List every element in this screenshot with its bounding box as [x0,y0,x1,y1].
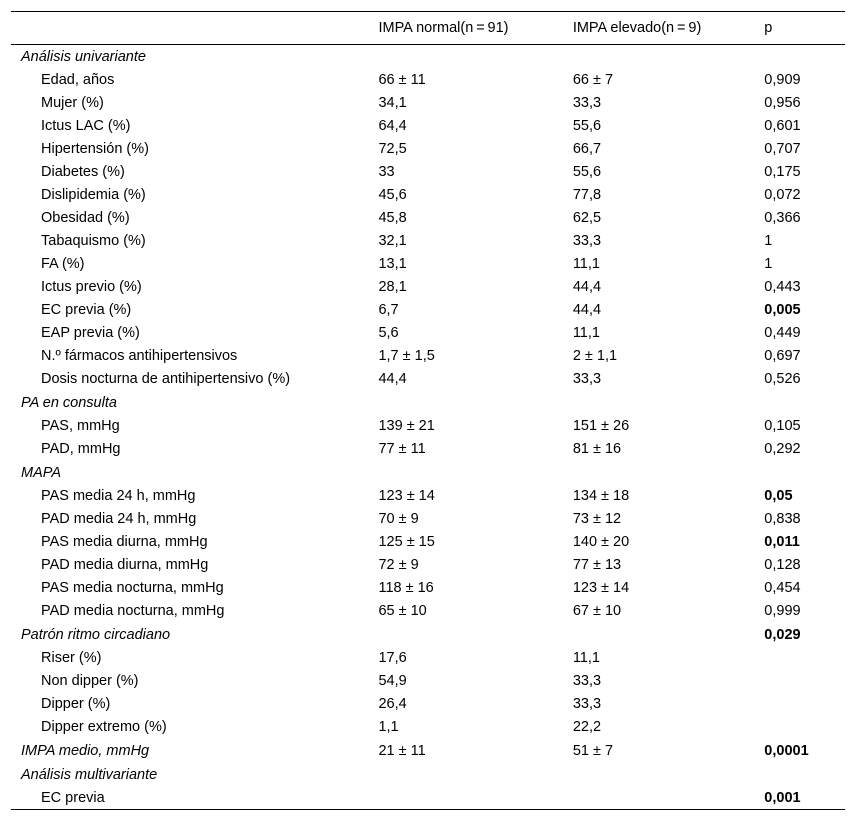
table-row [11,508,845,531]
table-row [11,69,845,92]
cell-p-value: 0,697 [764,348,801,364]
cell-impa-normal: 72 ± 9 [378,557,419,573]
row-label: PAD media diurna, mmHg [41,557,209,573]
cell-impa-normal: 72,5 [378,141,407,157]
header-impa-normal: IMPA normal(n = 91) [378,20,509,36]
cell-p-value: 0,601 [764,118,801,134]
table-row [11,115,845,138]
row-label: PAS, mmHg [41,418,120,434]
cell-impa-normal: 45,8 [378,210,407,226]
cell-impa-normal: 17,6 [378,650,407,666]
cell-p-value: 0,956 [764,95,801,111]
cell-impa-elevado [573,763,764,787]
cell-impa-elevado [573,787,764,810]
cell-impa-normal: 34,1 [378,95,407,111]
row-label: FA (%) [41,256,85,272]
table-row [11,253,845,276]
cell-impa-normal [378,391,572,415]
cell-p-value: 0,001 [764,789,801,806]
cell-p-value [764,716,845,739]
cell-p-value: 0,128 [764,557,801,573]
cell-impa-normal: 13,1 [378,256,407,272]
cell-p-value: 0,443 [764,279,801,295]
table-body [11,45,845,810]
row-label: PAS media diurna, mmHg [41,534,208,550]
cell-impa-elevado: 67 ± 10 [572,603,622,619]
cell-impa-elevado [573,461,764,485]
row-label: PAD media nocturna, mmHg [41,603,225,619]
cell-impa-elevado: 134 ± 18 [572,488,630,504]
table-row [11,577,845,600]
cell-impa-elevado: 66,7 [572,141,602,157]
table-row [11,161,845,184]
cell-p-value: 0,072 [764,187,801,203]
results-table-container [11,11,845,810]
table-row [11,647,845,670]
row-label: N.º fármacos antihipertensivos [41,348,238,364]
row-label: IMPA medio, mmHg [21,742,150,759]
cell-impa-normal: 28,1 [378,279,407,295]
row-label: Dislipidemia (%) [41,187,146,203]
cell-impa-elevado: 11,1 [572,256,600,272]
row-label: Riser (%) [41,650,102,666]
cell-impa-elevado: 151 ± 26 [572,418,630,434]
table-row [11,207,845,230]
cell-impa-elevado: 33,3 [572,371,602,387]
cell-impa-normal [378,461,572,485]
table-row [11,554,845,577]
cell-p-value [764,461,845,485]
section-row [11,739,845,763]
row-label: Análisis multivariante [21,766,158,783]
cell-impa-elevado: 51 ± 7 [572,742,614,759]
cell-impa-elevado: 33,3 [572,95,602,111]
cell-impa-normal: 70 ± 9 [378,511,419,527]
cell-impa-normal [378,787,572,810]
cell-p-value [764,647,845,670]
cell-p-value: 1 [764,233,773,249]
table-row [11,693,845,716]
cell-impa-elevado: 140 ± 20 [572,534,630,550]
cell-p-value: 0,366 [764,210,801,226]
cell-impa-elevado: 11,1 [572,325,600,341]
cell-impa-elevado: 55,6 [572,118,602,134]
row-label: Non dipper (%) [41,673,139,689]
cell-p-value: 0,029 [764,626,801,643]
results-table [11,11,845,810]
table-row [11,368,845,391]
cell-p-value [764,763,845,787]
table-row [11,92,845,115]
table-row [11,670,845,693]
cell-p-value [764,45,845,69]
cell-p-value: 0,005 [764,302,801,318]
row-label: Dipper (%) [41,696,111,712]
table-row [11,345,845,368]
table-row [11,485,845,508]
table-row [11,531,845,554]
cell-p-value: 0,454 [764,580,801,596]
cell-impa-normal: 26,4 [378,696,407,712]
cell-impa-normal [378,623,572,647]
row-label: EAP previa (%) [41,325,140,341]
row-label: Ictus previo (%) [41,279,142,295]
row-label: PAD, mmHg [41,441,121,457]
cell-p-value: 0,909 [764,72,801,88]
cell-impa-elevado [573,45,764,69]
cell-impa-normal: 118 ± 16 [378,580,434,596]
row-label: PA en consulta [21,394,117,411]
cell-impa-elevado: 77 ± 13 [572,557,622,573]
cell-p-value: 0,999 [764,603,801,619]
row-label: Tabaquismo (%) [41,233,146,249]
cell-impa-elevado: 44,4 [572,302,602,318]
cell-impa-normal: 66 ± 11 [378,72,426,88]
cell-impa-normal: 32,1 [378,233,407,249]
cell-impa-elevado: 66 ± 7 [572,72,614,88]
cell-p-value: 0,105 [764,418,801,434]
cell-impa-normal: 54,9 [378,673,407,689]
cell-p-value [764,670,845,693]
cell-p-value: 0,011 [764,534,800,550]
cell-impa-normal [378,763,572,787]
table-row [11,438,845,461]
table-header-row [11,12,845,45]
cell-impa-normal: 64,4 [378,118,407,134]
cell-impa-elevado: 44,4 [572,279,602,295]
cell-p-value: 1 [764,256,773,272]
row-label: PAS media 24 h, mmHg [41,488,196,504]
table-row [11,230,845,253]
cell-impa-normal: 21 ± 11 [378,742,426,759]
cell-impa-elevado: 81 ± 16 [572,441,622,457]
cell-p-value: 0,838 [764,511,801,527]
header-impa-elevado: IMPA elevado(n = 9) [572,20,702,36]
table-row [11,184,845,207]
row-label: Ictus LAC (%) [41,118,131,134]
row-label: Análisis univariante [21,48,146,65]
cell-impa-elevado: 73 ± 12 [572,511,622,527]
row-label: EC previa (%) [41,302,132,318]
cell-impa-elevado: 77,8 [572,187,602,203]
cell-impa-elevado: 22,2 [572,719,602,735]
cell-impa-elevado: 123 ± 14 [572,580,630,596]
cell-impa-elevado: 33,3 [572,696,602,712]
cell-p-value [764,693,845,716]
row-label: Dosis nocturna de antihipertensivo (%) [41,371,291,387]
header-p-value: p [764,20,773,36]
row-label: Obesidad (%) [41,210,130,226]
cell-impa-elevado: 55,6 [572,164,602,180]
cell-p-value: 0,707 [764,141,801,157]
cell-impa-elevado [573,623,764,647]
cell-p-value: 0,175 [764,164,801,180]
cell-impa-elevado: 33,3 [572,673,602,689]
cell-impa-normal: 125 ± 15 [378,534,435,550]
cell-impa-normal: 45,6 [378,187,407,203]
cell-impa-normal [378,45,572,69]
cell-impa-normal: 1,1 [378,719,399,735]
header-variable [11,12,378,45]
table-row [11,322,845,345]
cell-impa-normal: 1,7 ± 1,5 [378,348,435,364]
row-label: Patrón ritmo circadiano [21,626,171,643]
cell-impa-elevado [573,391,764,415]
table-row [11,276,845,299]
row-label: Diabetes (%) [41,164,125,180]
cell-p-value: 0,0001 [764,742,809,759]
cell-impa-elevado: 62,5 [572,210,602,226]
row-label: Edad, años [41,72,115,88]
section-row [11,461,845,485]
row-label: MAPA [21,464,62,481]
cell-impa-normal: 6,7 [378,302,399,318]
row-label: Dipper extremo (%) [41,719,167,735]
table-row [11,299,845,322]
table-row [11,415,845,438]
section-row [11,623,845,647]
table-row [11,600,845,623]
cell-p-value [764,391,845,415]
table-row [11,138,845,161]
cell-impa-elevado: 33,3 [572,233,602,249]
cell-impa-normal: 65 ± 10 [378,603,427,619]
cell-p-value: 0,05 [764,488,793,504]
cell-impa-normal: 33 [378,164,395,180]
cell-p-value: 0,292 [764,441,801,457]
row-label: PAS media nocturna, mmHg [41,580,224,596]
cell-impa-normal: 139 ± 21 [378,418,435,434]
section-row [11,763,845,787]
cell-p-value: 0,526 [764,371,801,387]
row-label: PAD media 24 h, mmHg [41,511,197,527]
row-label: EC previa [41,789,105,806]
cell-impa-elevado: 11,1 [572,650,600,666]
cell-p-value: 0,449 [764,325,801,341]
table-row [11,787,845,810]
cell-impa-normal: 5,6 [378,325,399,341]
cell-impa-normal: 44,4 [378,371,407,387]
section-row [11,391,845,415]
section-row [11,45,845,69]
cell-impa-elevado: 2 ± 1,1 [572,348,618,364]
row-label: Mujer (%) [41,95,104,111]
row-label: Hipertensión (%) [41,141,149,157]
cell-impa-normal: 77 ± 11 [378,441,426,457]
table-row [11,716,845,739]
cell-impa-normal: 123 ± 14 [378,488,435,504]
